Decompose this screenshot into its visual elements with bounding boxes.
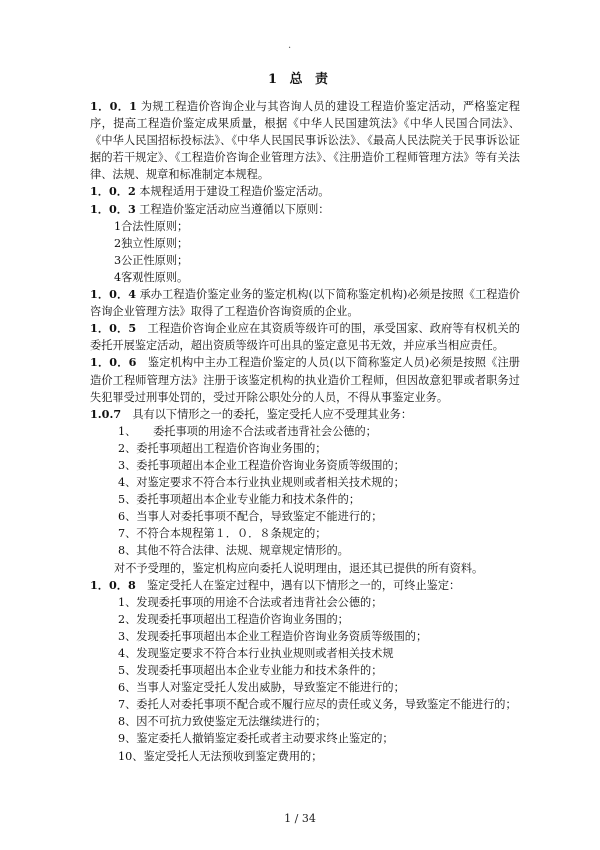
clause-number: 1.0.7: [90, 406, 122, 421]
list-item: 8、其他不符合法律、法规、规章规定情形的。: [118, 544, 349, 558]
list-item: 6、当事人对委托事项不配合，导致鉴定不能进行的；: [118, 510, 383, 524]
clause-text: 鉴定机构中主办工程造价鉴定的人员(以下简称鉴定人员)必须是按照《注册造价工程师管理方法》注册于该鉴定机构的执业造价工程师，但因故意犯罪或者职务过失犯罪受过刑事处罚的，受过开除公职处分的人员，不得从事鉴定业务。: [90, 356, 520, 404]
clause-number: 1．0．1: [90, 99, 137, 113]
page-indicator: 1 / 34: [284, 812, 316, 825]
paragraph-1-0-2: [90, 183, 520, 200]
list-item: 4、发现鉴定要求不符合本行业执业规则或者相关技术规: [118, 647, 394, 660]
list-item: 1合法性原则；: [114, 219, 189, 233]
list-item: 3、发现委托事项超出本企业工程造价咨询业务资质等级围的；: [118, 629, 428, 643]
list-item: 5、委托事项超出本企业专业能力和技术条件的；: [118, 493, 361, 507]
clause-number: 1．0．6: [90, 355, 137, 370]
clause-number: 1．0．5: [90, 321, 137, 336]
clause-text: 工程造价鉴定活动应当遵循以下原则：: [139, 202, 330, 216]
page-title: 1 总 责: [267, 72, 333, 87]
list-item: 1、发现委托事项的用途不合法或者违背社会公德的；: [118, 595, 383, 609]
clause-number: 1．0．4: [90, 287, 137, 302]
list-item: 2、委托事项超出工程造价咨询业务围的；: [118, 441, 327, 455]
clause-text: 为规工程造价咨询企业与其咨询人员的建设工程造价鉴定活动，严格鉴定程序，提高工程造价鉴定成果质量，根据《中华人民国建筑法》《中华人民国合同法》、《中华人民国招标投标法》、《中华人民国民事诉讼法》、《最高人民法院关于民事诉讼证据的若干规定》、《工程造价咨询企业管理方法》、《注册造价工程师管理方法》等有关法律、法规、规章和标准制定本规程。: [90, 100, 520, 182]
list-item: 10、鉴定受托人无法预收到鉴定费用的；: [118, 749, 323, 763]
clause-text: 具有以下情形之一的委托，鉴定受托人应不受理其业务：: [132, 407, 413, 421]
list-item: 3公正性原则；: [114, 253, 189, 267]
paragraph-1-0-1: [90, 98, 520, 183]
clause-number: 1．0．2: [90, 184, 136, 199]
clause-number: 1．0．8: [90, 577, 136, 592]
list-item: 9、鉴定委托人撤销鉴定委托或者主动要求终止鉴定的；: [118, 732, 394, 746]
clause-text: 本规程适用于建设工程造价鉴定活动。: [139, 185, 330, 199]
list-item: 4、对鉴定要求不符合本行业执业规则或者相关技术规的；: [118, 476, 405, 490]
list-item: 2独立性原则；: [114, 236, 189, 250]
clause-text: 工程造价咨询企业应在其资质等级许可的围，承受国家、政府等有权机关的委托开展鉴定活动，超出资质等级许可出具的鉴定意见书无效，并应承当相应责任。: [90, 322, 520, 353]
paragraph-note: 对不予受理的，鉴定机构应向委托人说明理由，退还其已提供的所有资料。: [114, 561, 484, 575]
clause-text: 鉴定受托人在鉴定过程中，遇有以下情形之一的，可终止鉴定：: [146, 578, 461, 592]
paragraph-1-0-4: [90, 286, 520, 320]
list-item: 5、发现委托事项超出本企业专业能力和技术条件的；: [118, 664, 383, 678]
paragraph-1-0-7: [90, 406, 520, 423]
list-item: 7、不符合本规程第１．０．８条规定的；: [118, 527, 327, 541]
clause-text: 承办工程造价鉴定业务的鉴定机构(以下简称鉴定机构)必须是按照《工程造价咨询企业管理方法》取得了工程造价咨询资质的企业。: [90, 288, 520, 319]
list-item: 1、 委托事项的用途不合法或者违背社会公德的；: [118, 424, 377, 438]
paragraph-1-0-8: [90, 577, 520, 594]
list-item: 2、发现委托事项超出工程造价咨询业务围的；: [118, 612, 349, 626]
list-item: 4客观性原则。: [114, 270, 189, 284]
list-item: 8、因不可抗力致使鉴定无法继续进行的；: [118, 715, 327, 729]
paragraph-1-0-6: [90, 354, 520, 405]
list-item: 7、委托人对委托事项不配合或不履行应尽的责任或义务，导致鉴定不能进行的；: [118, 698, 517, 712]
document-body: [90, 98, 520, 765]
paragraph-1-0-3: [90, 201, 520, 218]
list-item: 3、委托事项超出本企业工程造价咨询业务资质等级围的；: [118, 458, 405, 472]
paragraph-1-0-5: [90, 320, 520, 354]
clause-number: 1．0．3: [90, 201, 136, 216]
list-item: 6、当事人对鉴定受托人发出威胁，导致鉴定不能进行的；: [118, 681, 405, 695]
header-mark: .: [288, 40, 292, 51]
